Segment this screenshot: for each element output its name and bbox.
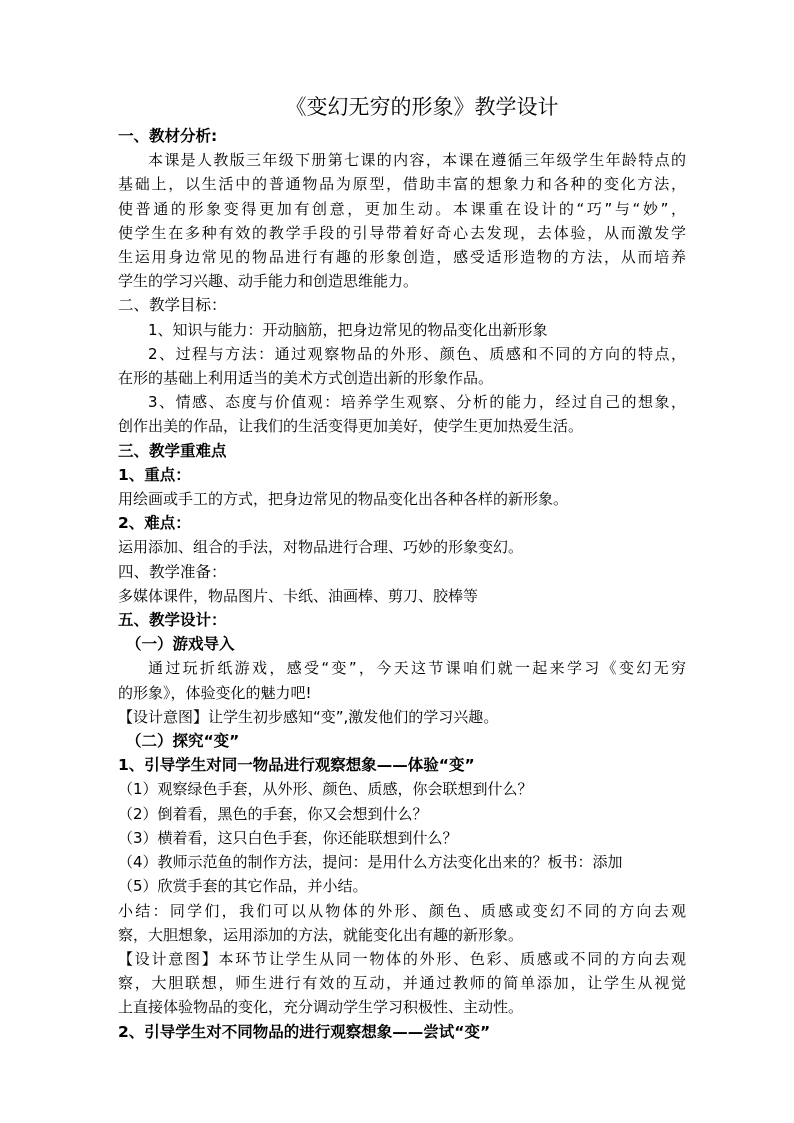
document-body: [118, 124, 686, 1044]
text-line: 通过玩折纸游戏，感受“变”，今天这节课咱们就一起来学习《变幻无穷: [148, 659, 686, 678]
text-line: 基础上，以生活中的普通物品为原型，借助丰富的想象力和各种的变化方法，: [118, 175, 686, 194]
text-line: 本课是人教版三年级下册第七课的内容，本课在遵循三年级学生年龄特点的: [148, 151, 686, 170]
text-line: 运用添加、组合的手法，对物品进行合理、巧妙的形象变幻。: [118, 538, 524, 557]
text-line: 【设计意图】让学生初步感知“变”,激发他们的学习兴趣。: [118, 707, 499, 726]
text-line: 三、教学重难点: [118, 441, 227, 460]
text-line: 察，大胆联想，师生进行有效的互动，并通过教师的简单添加，让学生从视觉: [118, 974, 686, 993]
text-line: 2、难点：: [118, 514, 191, 533]
text-line: 四、教学准备：: [118, 562, 227, 581]
text-line: （1）观察绿色手套，从外形、颜色、质感，你会联想到什么？: [118, 780, 533, 799]
text-line: 多媒体课件，物品图片、卡纸、油画棒、剪刀、胶棒等: [118, 586, 479, 605]
text-line: 1、重点：: [118, 465, 191, 484]
document-title: 《变幻无穷的形象》教学设计: [285, 95, 559, 119]
text-line: （2）倒着看，黑色的手套，你又会想到什么？: [118, 804, 428, 823]
text-line: 3、情感、态度与价值观：培养学生观察、分析的能力，经过自己的想象，: [148, 393, 686, 412]
text-line: 察，大胆想象，运用添加的方法，就能变化出有趣的新形象。: [118, 925, 524, 944]
text-line: 创作出美的作品，让我们的生活变得更加美好，使学生更加热爱生活。: [118, 417, 584, 436]
text-line: 五、教学设计：: [118, 611, 227, 630]
text-line: 使学生在多种有效的教学手段的引导带着好奇心去发现，去体验，从而激发学: [118, 223, 686, 242]
text-line: 用绘画或手工的方式，把身边常见的物品变化出各种各样的新形象。: [118, 490, 569, 509]
text-line: 二、教学目标：: [118, 296, 227, 315]
text-line: 学生的学习兴趣、动手能力和创造思维能力。: [118, 272, 419, 291]
text-line: （4）教师示范鱼的制作方法，提问：是用什么方法变化出来的？板书：添加: [118, 853, 623, 872]
text-line: 上直接体验物品的变化，充分调动学生学习积极性、主动性。: [118, 998, 524, 1017]
text-line: 生运用身边常见的物品进行有趣的形象创造，感受适形造物的方法，从而培养: [118, 248, 686, 267]
text-line: 使普通的形象变得更加有创意，更加生动。本课重在设计的“巧”与“妙”，: [118, 199, 686, 218]
text-line: 1、引导学生对同一物品进行观察想象——体验“变”: [118, 756, 475, 775]
text-line: 【设计意图】本环节让学生从同一物体的外形、色彩、质感或不同的方向去观: [118, 949, 686, 968]
text-line: （3）横着看，这只白色手套，你还能联想到什么？: [118, 828, 458, 847]
text-line: 小结：同学们，我们可以从物体的外形、颜色、质感或变幻不同的方向去观: [118, 901, 686, 920]
text-line: （一）游戏导入: [126, 635, 235, 654]
text-line: （二）探究“变”: [126, 732, 240, 751]
text-line: 2、引导学生对不同物品的进行观察想象——尝试“变”: [118, 1022, 491, 1041]
text-line: 1、知识与能力：开动脑筋，把身边常见的物品变化出新形象: [148, 320, 548, 339]
text-line: 在形的基础上利用适当的美术方式创造出新的形象作品。: [118, 369, 494, 388]
text-line: 2、过程与方法：通过观察物品的外形、颜色、质感和不同的方向的特点，: [148, 344, 686, 363]
text-line: 的形象》，体验变化的魅力吧!: [118, 683, 312, 702]
text-line: （5）欣赏手套的其它作品，并小结。: [118, 877, 368, 896]
text-line: 一、教材分析:: [118, 127, 218, 145]
